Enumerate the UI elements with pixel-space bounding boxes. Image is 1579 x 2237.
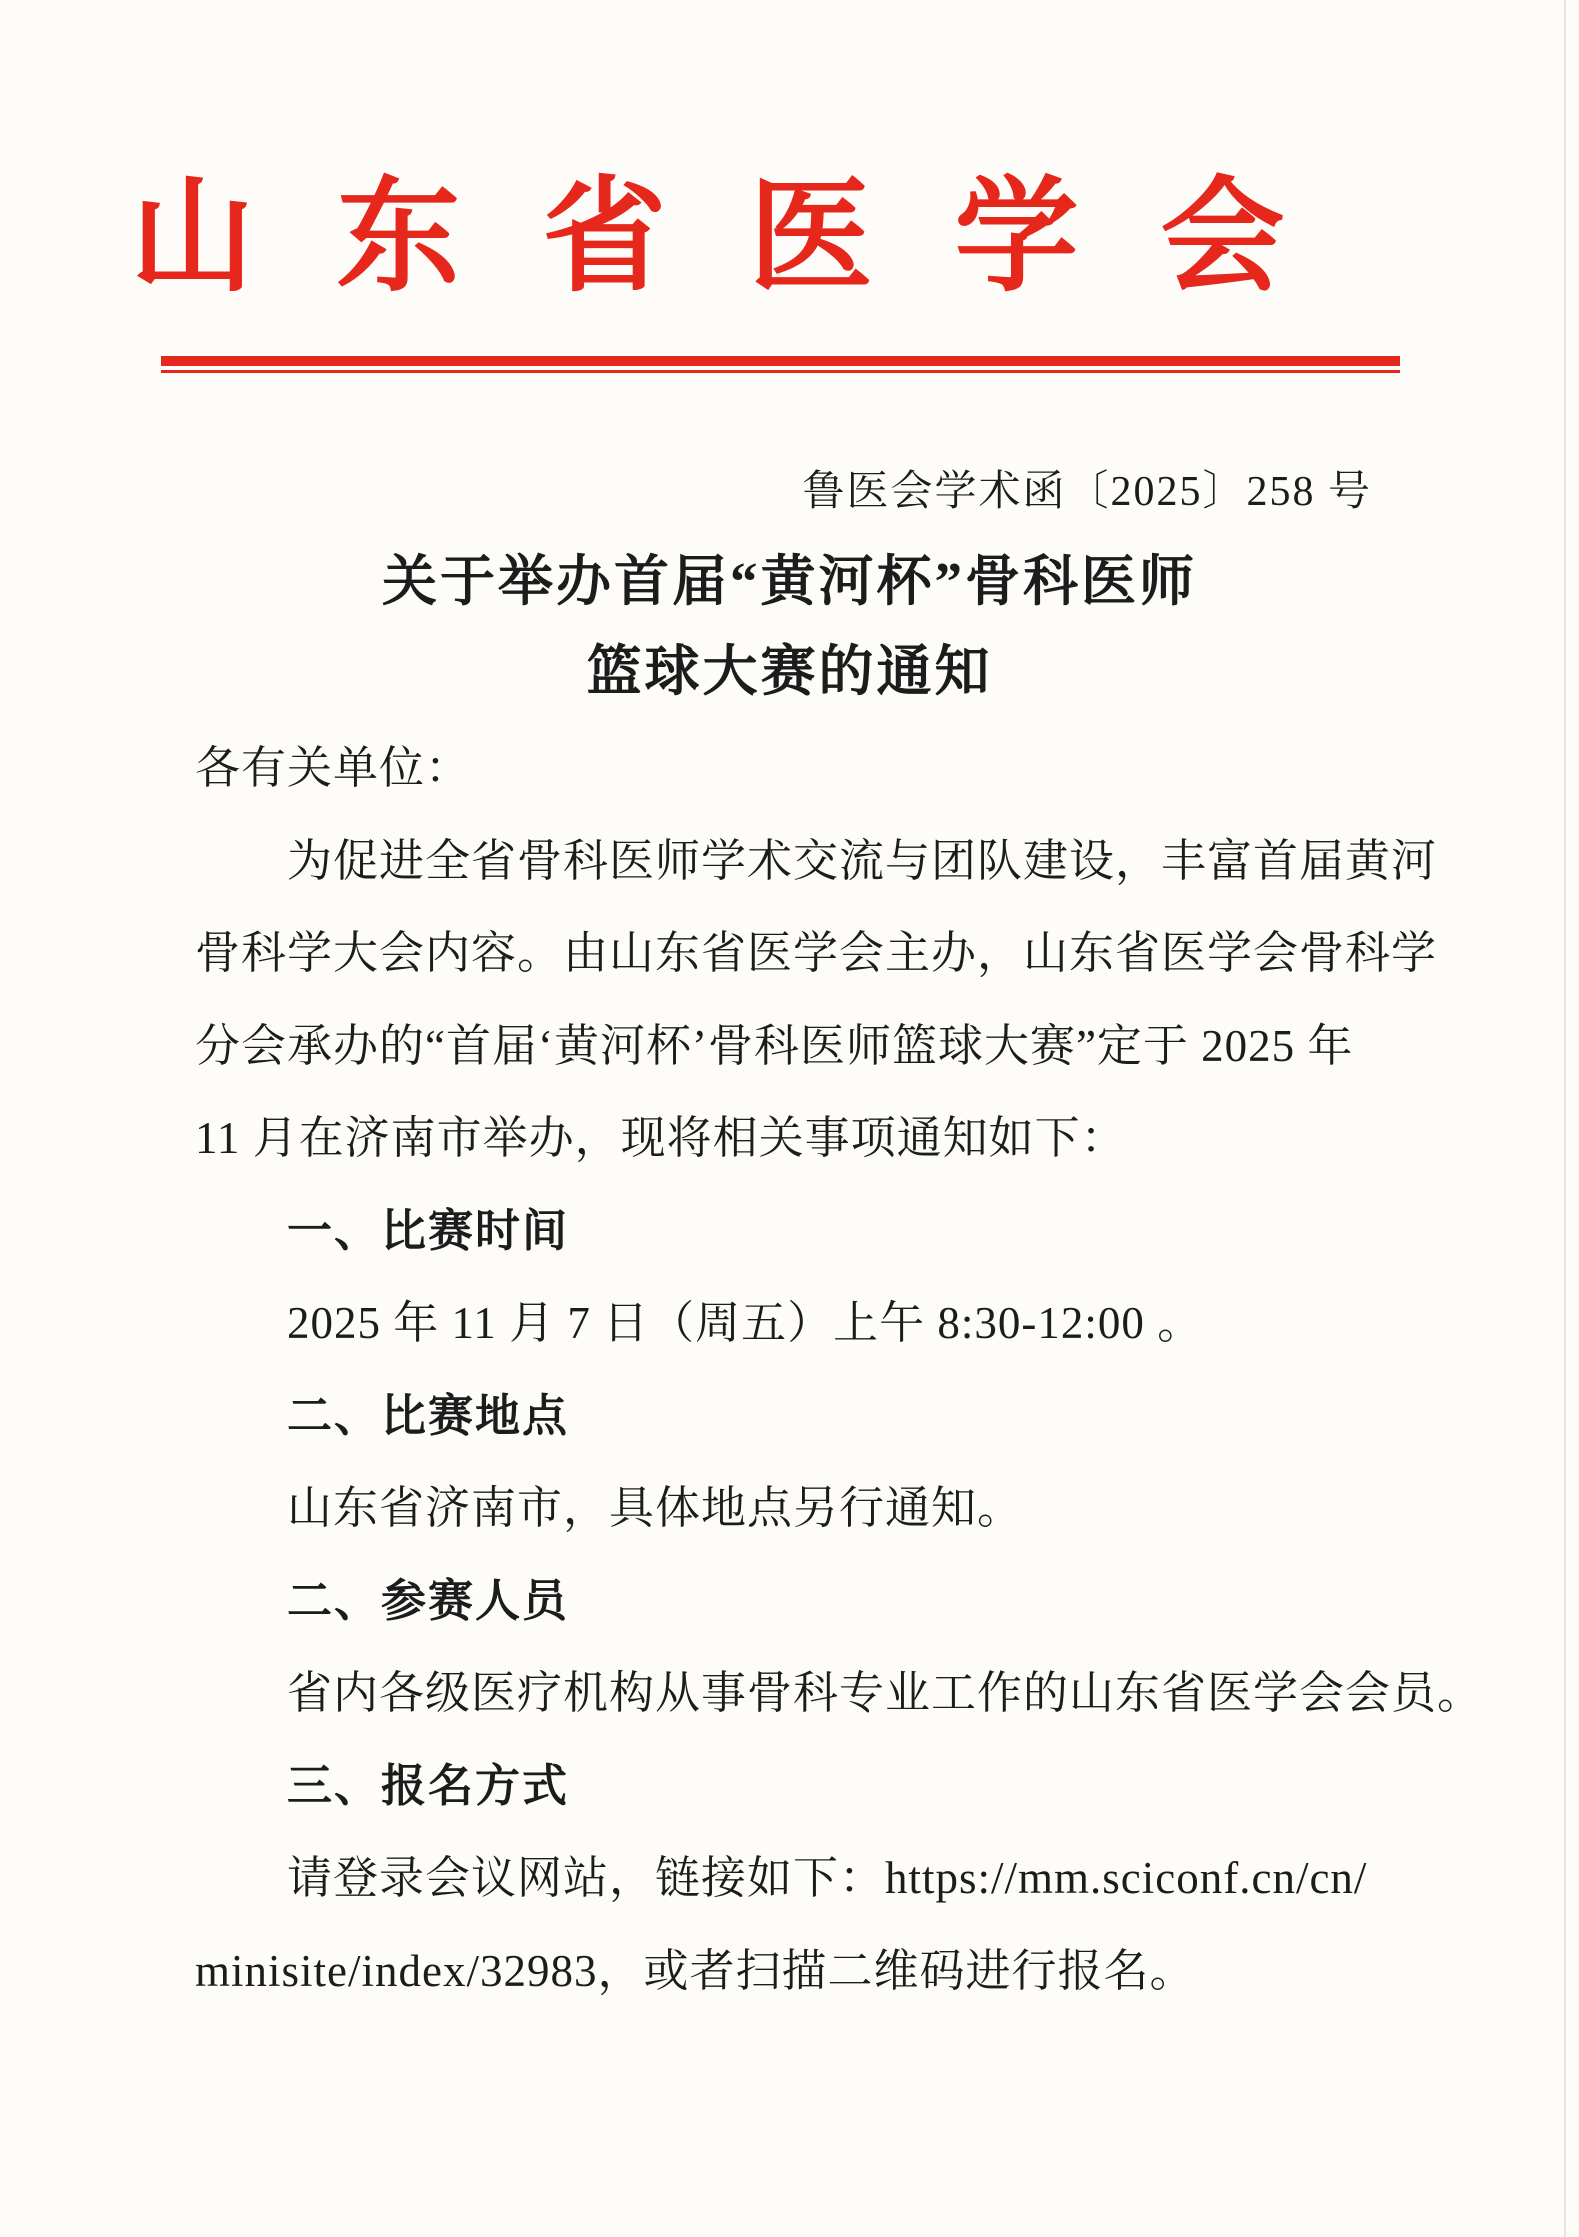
document-body [195, 722, 1484, 2017]
section-heading-registration: 三、报名方式 [287, 1759, 570, 1811]
section-line-venue: 山东省济南市，具体地点另行通知。 [287, 1483, 1024, 1533]
red-divider-rule [161, 356, 1400, 373]
document-title [0, 537, 1579, 717]
rule-thick-line [161, 356, 1400, 366]
document-title-line2: 篮球大赛的通知 [586, 641, 993, 702]
salutation: 各有关单位： [195, 743, 472, 793]
letterhead-org-name: 山东省医学会 [130, 169, 1367, 306]
section-line-time: 2025 年 11 月 7 日（周五）上午 8:30-12:00 。 [287, 1298, 1204, 1348]
section-heading-participants: 二、参赛人员 [287, 1574, 570, 1626]
section-line-registration-url-continued: minisite/index/32983，或者扫描二维码进行报名。 [195, 1945, 1196, 1996]
rule-thin-line [161, 370, 1400, 373]
scan-edge-shadow [1564, 0, 1566, 2237]
document-number: 鲁医会学术函〔2025〕258 号 [802, 469, 1372, 515]
intro-line-4: 11 月在济南市举办，现将相关事项通知如下： [195, 1113, 1127, 1163]
section-heading-venue: 二、比赛地点 [287, 1389, 570, 1441]
section-heading-time: 一、比赛时间 [287, 1204, 570, 1256]
section-line-registration-url: 请登录会议网站，链接如下：https://mm.sciconf.cn/cn/ [287, 1853, 1368, 1903]
section-line-participants: 省内各级医疗机构从事骨科专业工作的山东省医学会会员。 [287, 1668, 1484, 1718]
intro-line-3: 分会承办的“首届‘黄河杯’骨科医师篮球大赛”定于 2025 年 [195, 1020, 1354, 1071]
intro-line-2: 骨科学大会内容。由山东省医学会主办，山东省医学会骨科学 [195, 928, 1438, 978]
intro-line-1: 为促进全省骨科医师学术交流与团队建设，丰富首届黄河 [287, 835, 1438, 886]
document-title-line1: 关于举办首届“黄河杯”骨科医师 [381, 551, 1197, 612]
